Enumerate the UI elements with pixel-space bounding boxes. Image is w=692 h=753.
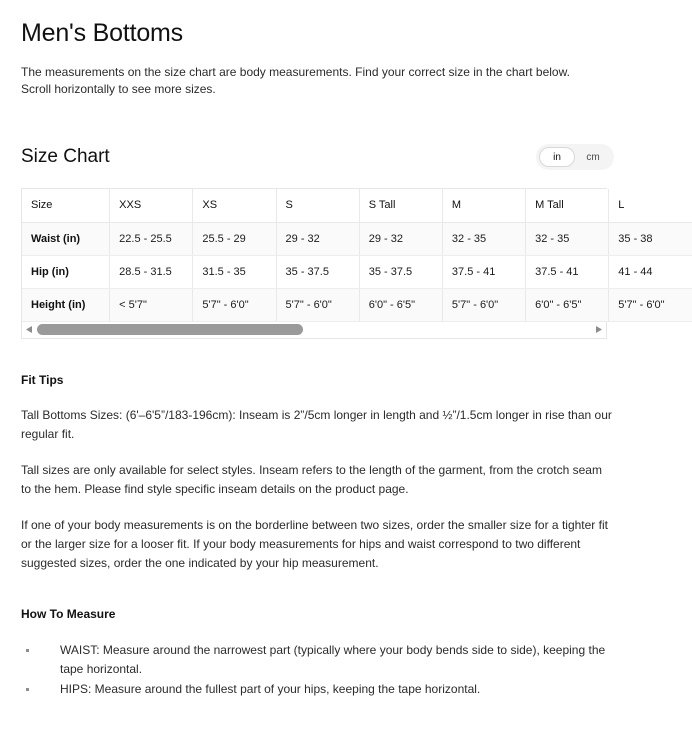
cell-hip-s: 35 - 37.5: [276, 255, 359, 288]
how-to-measure-list: [21, 641, 614, 699]
cell-waist-s-tall: 29 - 32: [359, 222, 442, 255]
fit-tips-paragraph-3: If one of your body measurements is on the borderline between two sizes, order the smaller size for a tighter fit or the larger size for a looser fit. If your body measurements for hips and waist correspond to two different suggested sizes, order the one indicated by your hip measurement.: [21, 517, 608, 570]
column-header-s: S: [276, 189, 359, 222]
cell-height-l: 5'7" - 6'0": [609, 288, 692, 321]
cell-waist-l: 35 - 38: [609, 222, 692, 255]
size-chart-header: [21, 144, 614, 170]
column-header-m-tall: M Tall: [526, 189, 609, 222]
cell-height-m: 5'7" - 6'0": [442, 288, 525, 321]
cell-hip-xs: 31.5 - 35: [193, 255, 276, 288]
unit-option-in[interactable]: in: [539, 147, 575, 167]
list-item-label: WAIST: Measure around the narrowest part (typically where your body bends side to side), keeping the tape horizontal.: [60, 642, 606, 676]
unit-toggle[interactable]: [536, 144, 614, 170]
unit-option-cm[interactable]: cm: [586, 152, 600, 163]
list-item: [21, 680, 614, 699]
intro-paragraph: The measurements on the size chart are body measurements. Find your correct size in the chart below. Scroll horizontally to see more sizes.: [21, 65, 570, 96]
list-item: [21, 641, 614, 679]
cell-hip-s-tall: 35 - 37.5: [359, 255, 442, 288]
how-to-measure-heading: How To Measure: [21, 606, 116, 621]
scrollbar-thumb[interactable]: [37, 324, 303, 335]
cell-waist-xs: 25.5 - 29: [193, 222, 276, 255]
size-chart-title: Size Chart: [21, 146, 110, 167]
size-table-body: [22, 222, 692, 321]
cell-waist-m-tall: 32 - 35: [526, 222, 609, 255]
cell-hip-xxs: 28.5 - 31.5: [110, 255, 193, 288]
scroll-left-arrow-icon[interactable]: [22, 322, 37, 337]
column-header-m: M: [442, 189, 525, 222]
table-row: [22, 222, 692, 255]
cell-height-s-tall: 6'0" - 6'5": [359, 288, 442, 321]
size-table: [22, 189, 692, 322]
fit-tips-paragraph-1: Tall Bottoms Sizes: (6'–6'5”/183-196cm): Inseam is 2”/5cm longer in length and ½”/1.5cm longer in rise than our regular fit.: [21, 407, 612, 441]
cell-height-m-tall: 6'0" - 6'5": [526, 288, 609, 321]
row-header-hip: Hip (in): [22, 255, 110, 288]
list-item-label: HIPS: Measure around the fullest part of your hips, keeping the tape horizontal.: [60, 681, 481, 696]
cell-hip-l: 41 - 44: [609, 255, 692, 288]
cell-height-xxs: < 5'7": [110, 288, 193, 321]
column-header-xxs: XXS: [110, 189, 193, 222]
cell-waist-s: 29 - 32: [276, 222, 359, 255]
fit-tips-paragraph-2: Tall sizes are only available for select styles. Inseam refers to the length of the garment, from the crotch seam to the hem. Please find style specific inseam details on the product page.: [21, 462, 602, 496]
column-header-xs: XS: [193, 189, 276, 222]
column-header-s-tall: S Tall: [359, 189, 442, 222]
column-header-size: Size: [22, 189, 110, 222]
cell-waist-xxs: 22.5 - 25.5: [110, 222, 193, 255]
table-row: [22, 255, 692, 288]
fit-tips-heading: Fit Tips: [21, 372, 64, 387]
table-header-row: [22, 189, 692, 222]
page-title: Men's Bottoms: [21, 19, 183, 47]
bullet-icon: [26, 688, 29, 691]
cell-hip-m-tall: 37.5 - 41: [526, 255, 609, 288]
cell-height-xs: 5'7" - 6'0": [193, 288, 276, 321]
table-row: [22, 288, 692, 321]
cell-waist-m: 32 - 35: [442, 222, 525, 255]
cell-height-s: 5'7" - 6'0": [276, 288, 359, 321]
row-header-waist: Waist (in): [22, 222, 110, 255]
column-header-l: L: [609, 189, 692, 222]
bullet-icon: [26, 649, 29, 652]
size-table-scroll-container[interactable]: [21, 188, 665, 322]
size-table-head: [22, 189, 692, 222]
scroll-right-arrow-icon[interactable]: [591, 322, 606, 337]
scrollbar-track[interactable]: [37, 324, 591, 335]
cell-hip-m: 37.5 - 41: [442, 255, 525, 288]
horizontal-scrollbar[interactable]: [21, 322, 607, 339]
row-header-height: Height (in): [22, 288, 110, 321]
